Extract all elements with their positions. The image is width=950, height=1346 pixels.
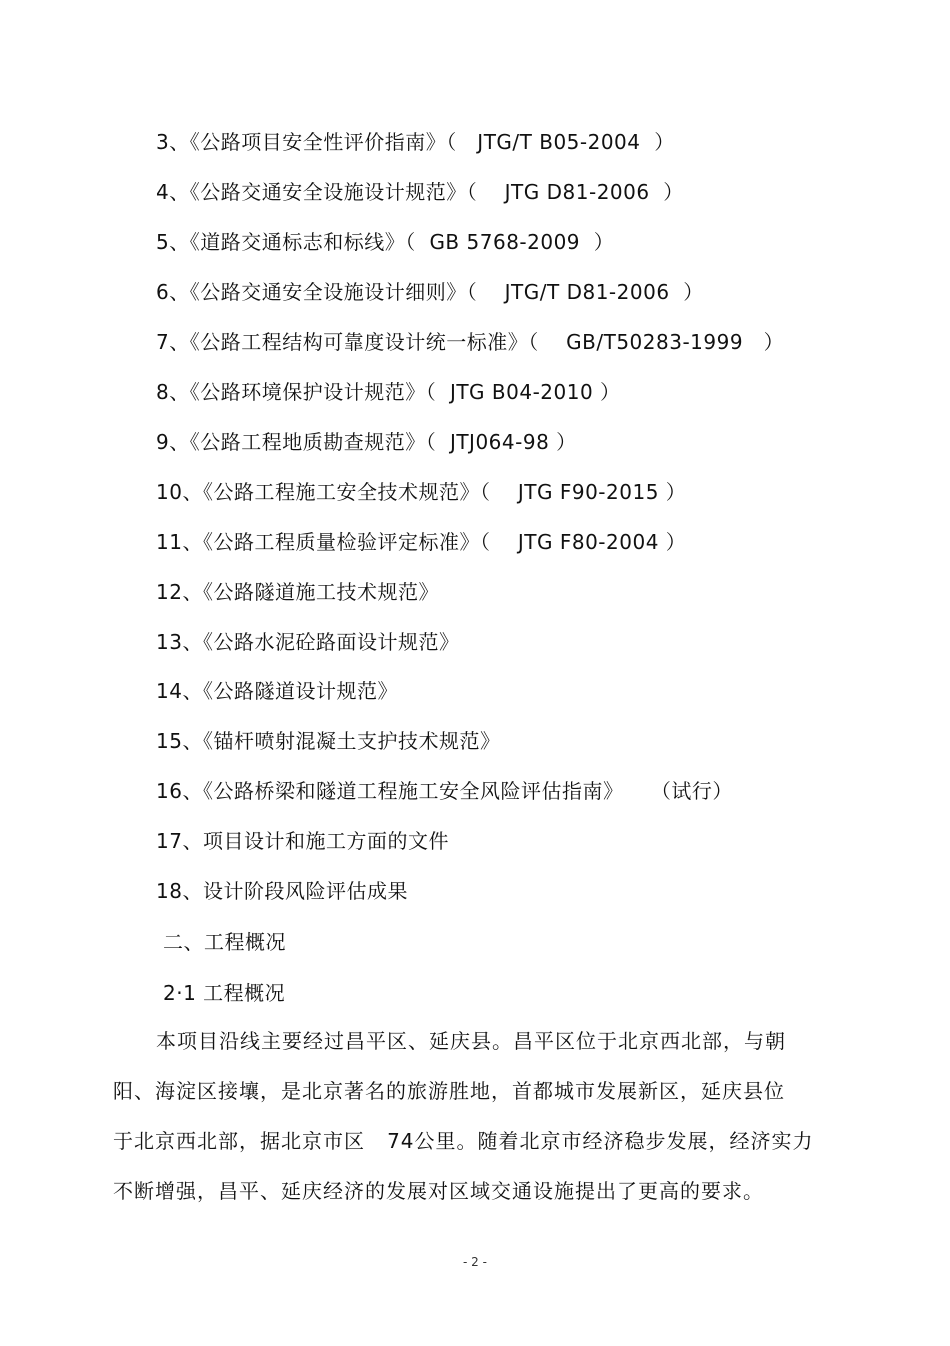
reference-item: 18、设计阶段风险评估成果 [156, 879, 408, 903]
reference-item: 6、《公路交通安全设施设计细则》（ JTG/T D81-2006 ） [156, 280, 704, 304]
paragraph-line: 本项目沿线主要经过昌平区、延庆县。昌平区位于北京西北部，与朝 [156, 1029, 786, 1053]
reference-item: 10、《公路工程施工安全技术规范》（ JTG F90-2015 ） [156, 480, 687, 504]
paragraph-line: 阳、海淀区接壤，是北京著名的旅游胜地，首都城市发展新区，延庆县位 [113, 1079, 785, 1103]
reference-item: 12、《公路隧道施工技术规范》 [156, 580, 439, 604]
paragraph-line: 不断增强，昌平、延庆经济的发展对区域交通设施提出了更高的要求。 [113, 1179, 764, 1203]
reference-item: 15、《锚杆喷射混凝土支护技术规范》 [156, 729, 501, 753]
section-heading: 二、工程概况 [163, 930, 286, 954]
reference-item: 7、《公路工程结构可靠度设计统一标准》（ GB/T50283-1999 ） [156, 330, 785, 354]
reference-item: 13、《公路水泥砼路面设计规范》 [156, 630, 460, 654]
subsection-heading: 2·1 工程概况 [163, 981, 286, 1005]
reference-item: 5、《道路交通标志和标线》（ GB 5768-2009 ） [156, 230, 615, 254]
reference-item: 9、《公路工程地质勘查规范》（ JTJ064-98 ） [156, 430, 577, 454]
reference-item: 3、《公路项目安全性评价指南》（ JTG/T B05-2004 ） [156, 130, 675, 154]
page-number: - 2 - [463, 1255, 487, 1269]
reference-item: 4、《公路交通安全设施设计规范》（ JTG D81-2006 ） [156, 180, 684, 204]
reference-item: 11、《公路工程质量检验评定标准》（ JTG F80-2004 ） [156, 530, 687, 554]
paragraph-line: 于北京西北部，据北京市区 74公里。随着北京市经济稳步发展，经济实力 [113, 1129, 814, 1153]
reference-item: 17、项目设计和施工方面的文件 [156, 829, 449, 853]
reference-item: 14、《公路隧道设计规范》 [156, 679, 398, 703]
reference-item: 16、《公路桥梁和隧道工程施工安全风险评估指南》 （试行） [156, 779, 733, 803]
reference-item: 8、《公路环境保护设计规范》（ JTG B04-2010 ） [156, 380, 621, 404]
